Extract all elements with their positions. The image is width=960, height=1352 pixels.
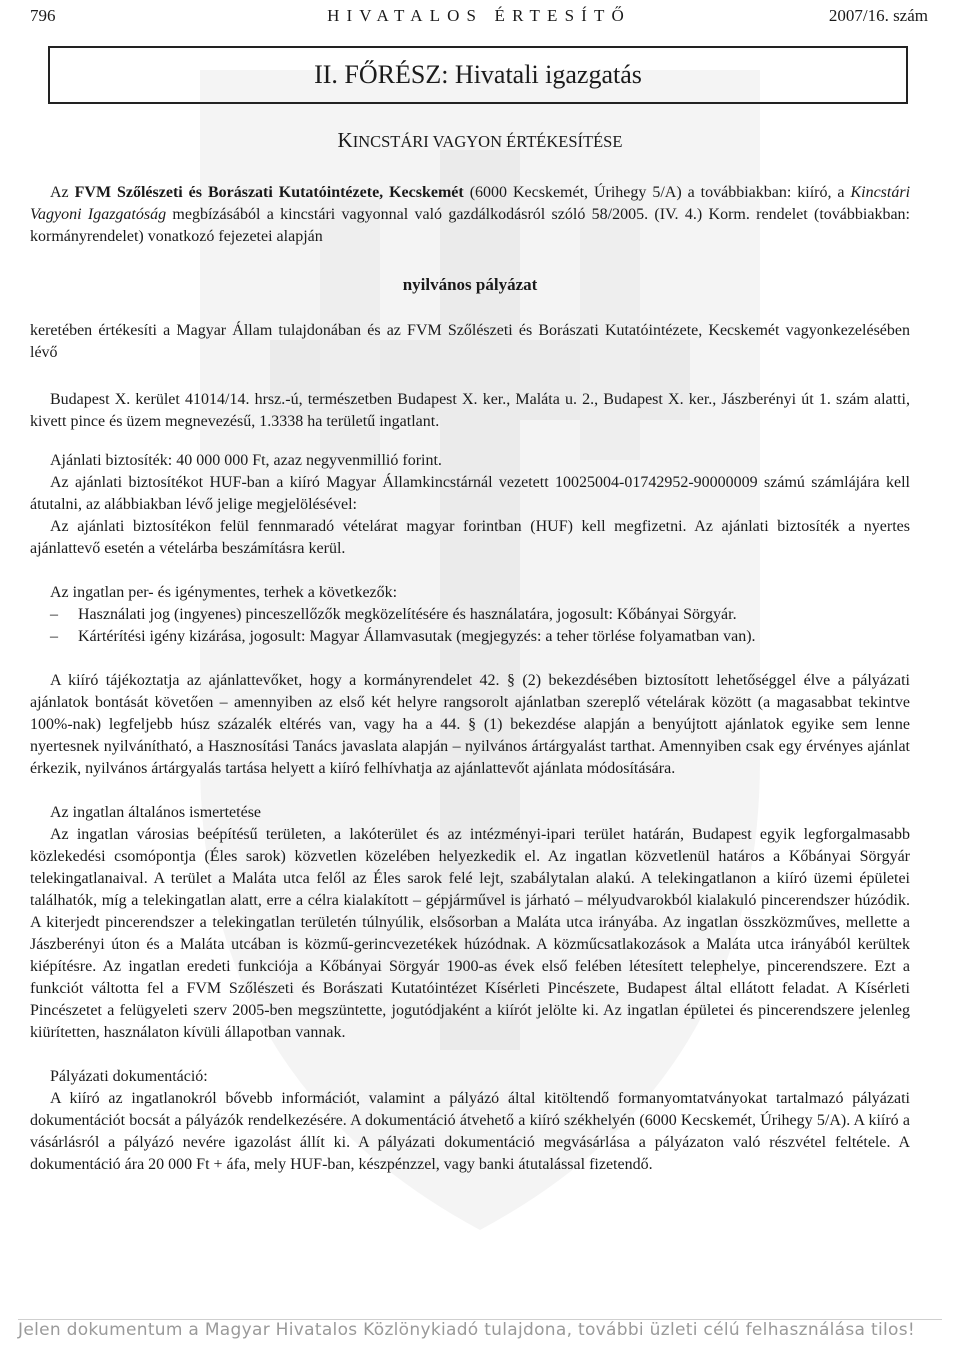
subheading-rest: INCSTÁRI VAGYON ÉRTÉKESÍTÉSE [352, 132, 623, 151]
intro-paragraph [30, 182, 910, 248]
encumbrance-item: Használati jog (ingyenes) pinceszellőzők megközelítésére és használatára, jogosult: Kőbányai Sörgyár. [78, 606, 737, 623]
dash-marker: – [50, 606, 58, 623]
property-paragraph: Budapest X. kerület 41014/14. hrsz.-ú, természetben Budapest X. ker., Maláta u. 2., Budapest X. ker., Jászberényi út 1. szám alatti, kivett pince és üzem megnevezésű, 1.3338 ha területű ingatlant. [30, 391, 910, 430]
notice-paragraph: A kiíró tájékoztatja az ajánlattevőket, hogy a kormányrendelet 42. § (2) bekezdésében biztosított lehetőséggel élve a pályázati ajánlatok bontását követően – amennyiben az első két helyre rangsorolt ajánlatban szereplő vételárak között (a magasabbat tekintve 100%-nak) legfeljebb húsz százalék eltérés van, vagy ha a 44. § (1) bekezdése alapján a benyújtott ajánlatok egyike sem lenne nyertesnek nyilvánítható, a Hasznosítási Tanács javaslata alapján – nyilvános ártárgyalást tarthat. Amennyiben csak egy érvényes ajánlat érkezik, nyilvános ártárgyalás tartása helyett a kiíró felhívhatja az ajánlattevőt ajánlata módosítására. [30, 672, 910, 777]
ownership-watermark-text: Jelen dokumentum a Magyar Hivatalos Közlönykiadó tulajdona, további üzleti célú felhasználása tilos! [18, 1320, 915, 1340]
intro-text-2: (6000 Kecskemét, Úrihegy 5/A) a továbbiakban: kiíró, a [463, 184, 851, 201]
general-heading: Az ingatlan általános ismertetése [50, 804, 262, 821]
dash-marker: – [50, 628, 58, 645]
subheading-initial: K [337, 128, 353, 152]
page-number: 796 [30, 6, 56, 25]
guarantee-transfer: Az ajánlati biztosítékot HUF-ban a kiíró Magyar Államkincstárnál vezetett 10025004-01742952-90000009 számú számlájára kell átutalni, az alábbiakban lévő jelige megjelölésével: [30, 474, 910, 513]
list-item [30, 604, 910, 626]
intro-text: Az [50, 184, 75, 201]
subheading [0, 128, 960, 153]
agency-name: Kincstári Vagyoni Igazgatóság [30, 184, 911, 223]
framework-paragraph: keretében értékesíti a Magyar Állam tulajdonában és az FVM Szőlészeti és Borászati Kutatóintézete, Kecskemét vagyonkezelésében lévő [30, 322, 910, 361]
encumbrance-intro: Az ingatlan per- és igénymentes, terhek a következők: [50, 584, 398, 601]
encumbrance-item: Kártérítési igény kizárása, jogosult: Magyar Államvasutak (megjegyzés: a teher törlése folyamatban van). [78, 628, 756, 645]
list-item [30, 626, 910, 648]
general-paragraph: Az ingatlan városias beépítésű területen, a lakóterület és az intézményi-ipari terület határán, Budapest egyik legforgalmasabb közlekedési csomópontja (Éles sarok) közvetlen közelében helyezkedik el. Az ingatlan közvetlenül határos a Kőbányai Sörgyár telekingatlanaival. A terület a Maláta utca felől az Éles sarok felé lejt, szabálytalan alakú. A telekingatlanon a kiíró üzemi épületei találhatók, míg a telekingatlan alatt, erre a célra kialakított – gépjárművel is járható – mélyudvarokból kialakuló pincerendszer húzódik. A kiterjedt pincerendszer a telekingatlan területén túlnyúlik, elsősorban a Maláta utca irányába. Az ingatlan összközműves, mellette a Jászberényi úton és a Maláta utcában is közmű-gerincvezetékek húzódnak. A közműcsatlakozások a Maláta utca irányából kerültek kiépítésre. Az ingatlan eredeti funkciója a Kőbányai Sörgyár 1900-as évek első felében létesített telephelye, pincerendszere. Ezt a funkciót váltotta fel a FVM Szőlészeti és Borászati Kutatóintézet Kísérleti Pincészete, Budapest által ellátott feladat. A Kísérleti Pincészetet a felügyeleti szerv 2005-ben megszüntette, jogutódjaként a kiírót jelölte ki. Az ingatlan épületei és pincerendszere jelenleg kiürítetten, használaton kívüli állapotban vannak. [30, 826, 910, 1041]
document-body [30, 182, 910, 1176]
tender-heading: nyilvános pályázat [402, 275, 538, 294]
guarantee-amount: Ajánlati biztosíték: 40 000 000 Ft, azaz negyvenmillió forint. [50, 452, 442, 469]
guarantee-remaining: Az ajánlati biztosítékon felül fennmaradó vételárat magyar forintban (HUF) kell megfizetni. Az ajánlati biztosíték a nyertes ajánlattevő esetén a vételárba beszámításra kerül. [30, 518, 910, 557]
docs-heading: Pályázati dokumentáció: [50, 1068, 208, 1085]
docs-paragraph: A kiíró az ingatlanokról bővebb információt, valamint a pályázó által kitöltendő formanyomtatványokat tartalmazó pályázati dokumentációt bocsát a pályázók rendelkezésére. A dokumentáció átvehető a kiíró székhelyén (6000 Kecskemét, Úrihegy 5/A). A kiíró a vásárlásról a pályázó nevére igazolást állít ki. A pályázati dokumentáció megvásárlása a pályázaton való részvétel feltétele. A dokumentáció ára 20 000 Ft + áfa, mely HUF-ban, készpénzzel, vagy banki átutalással fizetendő. [30, 1090, 910, 1173]
issue-number: 2007/16. szám [828, 6, 928, 25]
publication-title: HIVATALOS ÉRTESÍTŐ [327, 6, 631, 25]
institute-name: FVM Szőlészeti és Borászati Kutatóintézete, Kecskemét [74, 184, 464, 201]
section-title-box [48, 46, 908, 104]
section-title: II. FŐRÉSZ: Hivatali igazgatás [314, 60, 642, 89]
intro-text-3: megbízásából a kincstári vagyonnal való gazdálkodásról szóló 58/2005. (IV. 4.) Korm. rendelet (továbbiakban: kormányrendelet) vonatkozó fejezetei alapján [30, 206, 910, 245]
running-header [30, 6, 928, 28]
